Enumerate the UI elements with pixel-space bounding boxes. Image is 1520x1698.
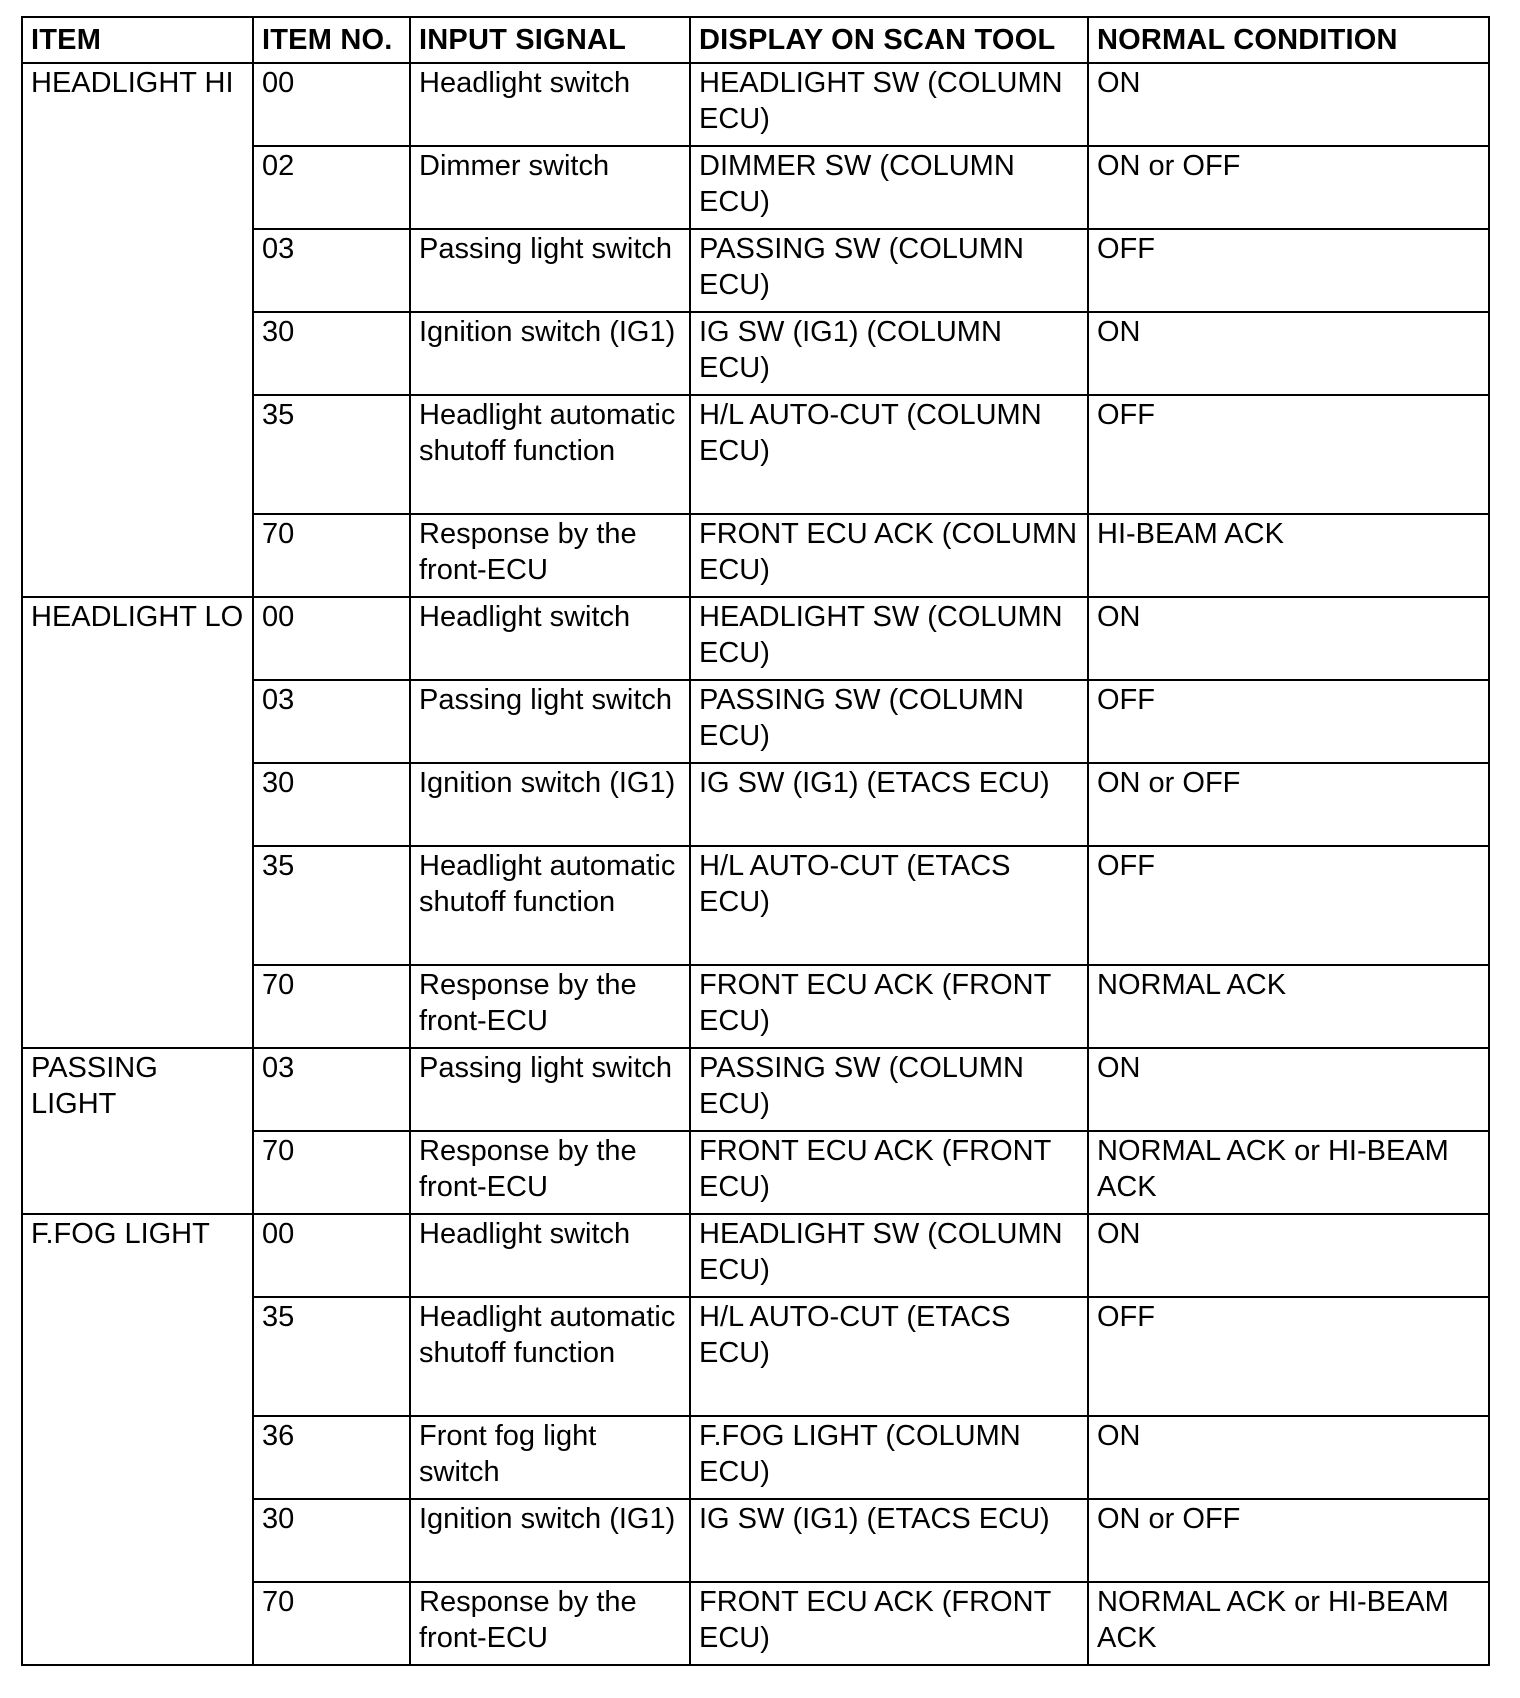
input-signal-cell: Passing light switch xyxy=(410,229,690,312)
input-signal-cell: Headlight automatic shutoff function xyxy=(410,1297,690,1416)
item-no-cell: 30 xyxy=(253,312,410,395)
item-no-cell: 36 xyxy=(253,1416,410,1499)
header-normal-condition: NORMAL CONDITION xyxy=(1088,17,1489,63)
display-cell: FRONT ECU ACK (FRONT ECU) xyxy=(690,1131,1088,1214)
item-no-cell: 02 xyxy=(253,146,410,229)
display-cell: IG SW (IG1) (ETACS ECU) xyxy=(690,1499,1088,1582)
input-signal-cell: Response by the front-ECU xyxy=(410,514,690,597)
item-no-cell: 03 xyxy=(253,680,410,763)
display-cell: HEADLIGHT SW (COLUMN ECU) xyxy=(690,63,1088,146)
input-signal-cell: Headlight switch xyxy=(410,63,690,146)
display-cell: HEADLIGHT SW (COLUMN ECU) xyxy=(690,597,1088,680)
normal-condition-cell: OFF xyxy=(1088,846,1489,965)
normal-condition-cell: NORMAL ACK xyxy=(1088,965,1489,1048)
display-cell: FRONT ECU ACK (COLUMN ECU) xyxy=(690,514,1088,597)
normal-condition-cell: ON or OFF xyxy=(1088,1499,1489,1582)
input-signal-cell: Headlight automatic shutoff function xyxy=(410,846,690,965)
normal-condition-cell: ON xyxy=(1088,1214,1489,1297)
display-cell: PASSING SW (COLUMN ECU) xyxy=(690,229,1088,312)
input-signal-cell: Passing light switch xyxy=(410,680,690,763)
display-cell: H/L AUTO-CUT (ETACS ECU) xyxy=(690,846,1088,965)
display-cell: PASSING SW (COLUMN ECU) xyxy=(690,680,1088,763)
item-no-cell: 70 xyxy=(253,1582,410,1665)
item-no-cell: 00 xyxy=(253,1214,410,1297)
display-cell: FRONT ECU ACK (FRONT ECU) xyxy=(690,1582,1088,1665)
normal-condition-cell: ON xyxy=(1088,1048,1489,1131)
normal-condition-cell: NORMAL ACK or HI-BEAM ACK xyxy=(1088,1582,1489,1665)
item-no-cell: 35 xyxy=(253,1297,410,1416)
group-item-cell: HEADLIGHT LO xyxy=(22,597,253,1048)
item-no-cell: 03 xyxy=(253,1048,410,1131)
display-cell: F.FOG LIGHT (COLUMN ECU) xyxy=(690,1416,1088,1499)
item-no-cell: 35 xyxy=(253,846,410,965)
input-signal-cell: Response by the front-ECU xyxy=(410,1582,690,1665)
header-item-no: ITEM NO. xyxy=(253,17,410,63)
display-cell: H/L AUTO-CUT (ETACS ECU) xyxy=(690,1297,1088,1416)
normal-condition-cell: NORMAL ACK or HI-BEAM ACK xyxy=(1088,1131,1489,1214)
item-no-cell: 70 xyxy=(253,965,410,1048)
item-no-cell: 00 xyxy=(253,597,410,680)
normal-condition-cell: OFF xyxy=(1088,395,1489,514)
header-row xyxy=(22,17,1489,63)
item-no-cell: 70 xyxy=(253,1131,410,1214)
input-signal-cell: Ignition switch (IG1) xyxy=(410,763,690,846)
input-signal-cell: Response by the front-ECU xyxy=(410,965,690,1048)
item-no-cell: 03 xyxy=(253,229,410,312)
normal-condition-cell: OFF xyxy=(1088,229,1489,312)
display-cell: FRONT ECU ACK (FRONT ECU) xyxy=(690,965,1088,1048)
normal-condition-cell: ON xyxy=(1088,1416,1489,1499)
input-signal-cell: Headlight automatic shutoff function xyxy=(410,395,690,514)
display-cell: H/L AUTO-CUT (COLUMN ECU) xyxy=(690,395,1088,514)
normal-condition-cell: ON xyxy=(1088,597,1489,680)
display-cell: IG SW (IG1) (ETACS ECU) xyxy=(690,763,1088,846)
group-item-cell: PASSING LIGHT xyxy=(22,1048,253,1214)
scan-tool-table xyxy=(21,16,1490,1666)
input-signal-cell: Response by the front-ECU xyxy=(410,1131,690,1214)
input-signal-cell: Ignition switch (IG1) xyxy=(410,1499,690,1582)
header-display: DISPLAY ON SCAN TOOL xyxy=(690,17,1088,63)
item-no-cell: 35 xyxy=(253,395,410,514)
normal-condition-cell: ON or OFF xyxy=(1088,763,1489,846)
item-no-cell: 00 xyxy=(253,63,410,146)
table-row xyxy=(22,63,1489,146)
normal-condition-cell: HI-BEAM ACK xyxy=(1088,514,1489,597)
item-no-cell: 70 xyxy=(253,514,410,597)
input-signal-cell: Ignition switch (IG1) xyxy=(410,312,690,395)
input-signal-cell: Headlight switch xyxy=(410,1214,690,1297)
normal-condition-cell: ON xyxy=(1088,63,1489,146)
table-row xyxy=(22,597,1489,680)
normal-condition-cell: ON xyxy=(1088,312,1489,395)
display-cell: IG SW (IG1) (COLUMN ECU) xyxy=(690,312,1088,395)
normal-condition-cell: ON or OFF xyxy=(1088,146,1489,229)
group-item-cell: F.FOG LIGHT xyxy=(22,1214,253,1665)
input-signal-cell: Passing light switch xyxy=(410,1048,690,1131)
input-signal-cell: Dimmer switch xyxy=(410,146,690,229)
header-item: ITEM xyxy=(22,17,253,63)
input-signal-cell: Headlight switch xyxy=(410,597,690,680)
header-input-signal: INPUT SIGNAL xyxy=(410,17,690,63)
normal-condition-cell: OFF xyxy=(1088,1297,1489,1416)
table-row xyxy=(22,1214,1489,1297)
normal-condition-cell: OFF xyxy=(1088,680,1489,763)
table-row xyxy=(22,1048,1489,1131)
item-no-cell: 30 xyxy=(253,1499,410,1582)
group-item-cell: HEADLIGHT HI xyxy=(22,63,253,597)
display-cell: PASSING SW (COLUMN ECU) xyxy=(690,1048,1088,1131)
input-signal-cell: Front fog light switch xyxy=(410,1416,690,1499)
display-cell: DIMMER SW (COLUMN ECU) xyxy=(690,146,1088,229)
display-cell: HEADLIGHT SW (COLUMN ECU) xyxy=(690,1214,1088,1297)
item-no-cell: 30 xyxy=(253,763,410,846)
